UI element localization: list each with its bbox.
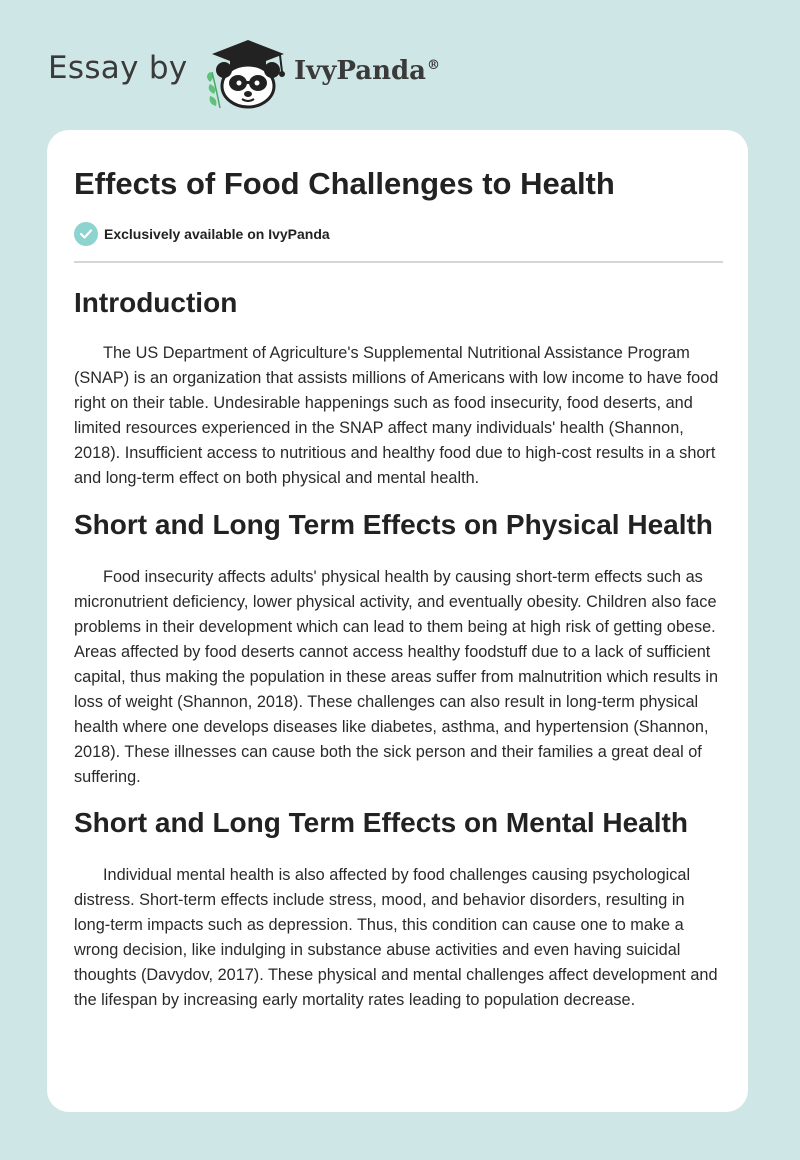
section-paragraph-physical-health: Food insecurity affects adults' physical health by causing short-term effects such as micronutrient deficiency, lower physical activity, and eventually obesity. Children also face problems in their development which can lead to them being at high risk of getting obese. Areas affected by food deserts cannot access healthy foodstuff due to a lack of sufficient capital, thus making the population in these areas suffer from malnutrition which results in loss of weight (Shannon, 2018). These challenges can also result in long-term physical health where one develops diseases like diabetes, asthma, and hypertension (Shannon, 2018). These illnesses can cause both the sick person and their families a great deal of suffering. bbox=[74, 568, 719, 786]
essay-card bbox=[47, 130, 748, 1112]
section-heading-physical-health: Short and Long Term Effects on Physical Health bbox=[74, 509, 713, 540]
divider bbox=[74, 261, 723, 263]
badge-check-circle bbox=[74, 222, 98, 246]
checkmark-icon bbox=[79, 227, 93, 241]
essay-by-label: Essay by bbox=[48, 50, 188, 86]
site-header bbox=[0, 0, 800, 130]
section-heading-introduction: Introduction bbox=[74, 287, 238, 318]
registered-mark: ® bbox=[427, 58, 441, 74]
essay-body bbox=[74, 280, 724, 1013]
panda-icon bbox=[200, 36, 292, 110]
exclusive-badge bbox=[74, 222, 330, 246]
section-paragraph-mental-health: Individual mental health is also affected by food challenges causing psychological distress. Short-term effects include stress, mood, and behavior disorders, resulting in long-term impacts such as depression. Thus, this condition can cause one to make a wrong decision, like indulging in substance abuse activities and even having suicidal thoughts (Davydov, 2017). These physical and mental challenges affect development and the lifespan by increasing early mortality rates leading to population decrease. bbox=[74, 866, 718, 1009]
ivypanda-logo[interactable] bbox=[200, 36, 292, 110]
brand-name: IvyPanda® bbox=[294, 56, 441, 86]
page-title: Effects of Food Challenges to Health bbox=[74, 166, 615, 201]
section-heading-mental-health: Short and Long Term Effects on Mental Health bbox=[74, 807, 688, 838]
section-paragraph-introduction: The US Department of Agriculture's Supplemental Nutritional Assistance Program (SNAP) is an organization that assists millions of Americans with low income to have food right on their table. Undesirable happenings such as food insecurity, food deserts, and limited resources experienced in the SNAP affect many individuals' health (Shannon, 2018). Insufficient access to nutritious and healthy food due to high-cost results in a short and long-term effect on both physical and mental health. bbox=[74, 344, 719, 487]
badge-text: Exclusively available on IvyPanda bbox=[104, 226, 330, 242]
